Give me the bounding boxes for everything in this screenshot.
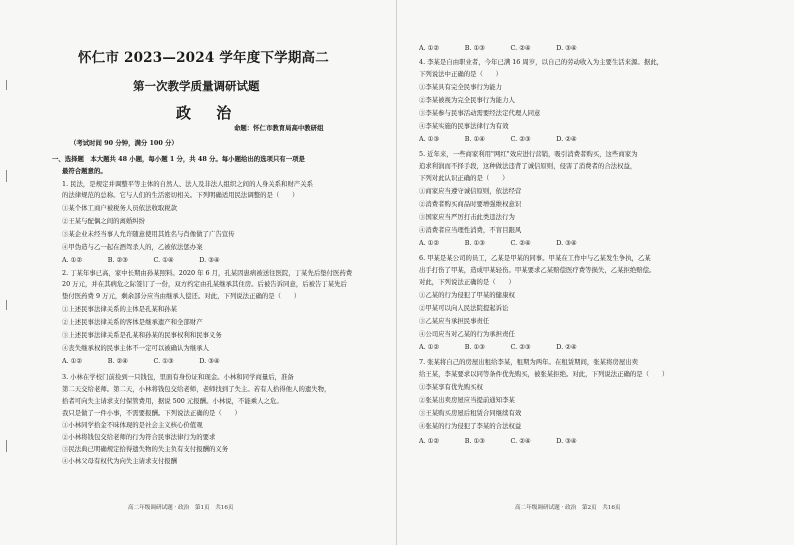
text-line: ①李某具有完全民事行为能力 — [419, 83, 503, 91]
text-line: 3. 小林在学校门前捡到一只钱包，里面有身份证和现金。小林和同学商量后，准备 — [62, 373, 294, 381]
text-line: ①商家应当遵守诚信原则，依法经营 — [419, 187, 522, 195]
text-line: ④李某实施的民事法律行为有效 — [419, 122, 509, 130]
text-line: 的法律规范的总称。它与人们的生活密切相关。下列明确适用民法调整的是（ ） — [62, 191, 299, 199]
text-line: 垫付医药费 9 万元，剩余部分应当由继承人偿还。对此，下列说法正确的是（ ） — [62, 292, 301, 300]
text-line: ①小林同学拾金不昧体现的是社会主义核心价值观 — [62, 421, 203, 429]
text-line: A. ①② B. ①③ C. ②④ D. ③④ — [419, 239, 577, 247]
text-line: ②小林将钱包交给老师的行为符合民事法律行为的要求 — [62, 433, 216, 441]
text-line: 20 万元，并在其病危之际签订了一份，双方约定由孔某继承其住房。后被告诉同意，后被告丁某先后 — [62, 280, 347, 288]
instructions-line-1: 一、选择题 本大题共 48 小题，每小题 1 分，共 48 分。每小题给出的选项只有一项是 — [52, 155, 305, 163]
exam-time-info: （考试时间 90 分钟，满分 100 分） — [70, 139, 178, 147]
text-line: 下列对此认识正确的是（ ） — [419, 174, 509, 182]
text-line: A. ①② B. ①③ C. ②④ D. ③④ — [419, 44, 577, 52]
text-line: ④消费者应当理性消费，不盲目跟风 — [419, 226, 522, 234]
text-line: A. ①② B. ①③ C. ②④ D. ③④ — [419, 437, 577, 445]
text-line: 7. 张某将自己的房屋出租给李某，租期为两年。在租赁期间，张某将房屋出卖 — [419, 358, 639, 366]
text-line: 2. 丁某年事已高，家中长期由孙某照料。2020 年 6 月，孔某因患病被送往医院，丁某先后垫付医药费 — [62, 269, 353, 277]
text-line: ③李某参与民事活动需要经法定代理人同意 — [419, 109, 541, 117]
text-line: ④丧失继承权的民事主体不一定可以被确认为继承人 — [62, 344, 209, 352]
text-line: ③乙某应当承担民事责任 — [419, 317, 490, 325]
text-line: 第二天交给老师。第二天，小林将钱包交给老师，老师找到了失主。若有人拾得他人的遗失物， — [62, 385, 331, 393]
binding-margin — [4, 40, 12, 500]
text-line: 1. 民法，是规定并调整平等主体的自然人、法人及非法人组织之间的人身关系和财产关系 — [62, 180, 313, 188]
text-line: ②上述民事法律关系的客体是继承遗产和全部财产 — [62, 318, 203, 326]
text-line: 拾者可向失主请求支付保管费用，据说 500 元报酬。小林说，不能乘人之危。 — [62, 397, 283, 405]
text-line: ④张某的行为侵犯了李某的合法权益 — [419, 422, 522, 430]
exam-subtitle: 第一次教学质量调研试题 — [133, 79, 260, 93]
text-line: A. ①② B. ②④ C. ①③ D. ③④ — [62, 357, 220, 365]
text-line: ②王某与配偶之间的离婚纠纷 — [62, 217, 146, 225]
page-right — [397, 0, 794, 545]
text-line: 对此，下列说法正确的是（ ） — [419, 278, 515, 286]
text-line: ①乙某的行为侵犯了甲某的健康权 — [419, 291, 515, 299]
text-line: 下列说法中正确的是（ ） — [419, 70, 503, 78]
text-line: 4. 李某是自由职业者，今年已满 16 周岁，以自己的劳动收入为主要生活来源。据此， — [419, 58, 663, 66]
text-line: ②甲某可以向人民法院提起诉讼 — [419, 304, 509, 312]
text-line: ③国家应当严厉打击此类违法行为 — [419, 213, 515, 221]
instructions-line-2: 最符合题意的。 — [62, 167, 107, 175]
exam-title: 怀仁市 2023—2024 学年度下学期高二 — [78, 50, 329, 66]
text-line: 出手打伤了甲某，造成甲某轻伤。甲某要求乙某赔偿医疗费等损失，乙某拒绝赔偿。 — [419, 266, 656, 274]
exam-issuer: 命题：怀仁市教育局高中教研组 — [234, 124, 324, 132]
text-line: ①某个体工商户被税务人员依法收取税款 — [62, 204, 178, 212]
text-line: ②消费者购买商品时要增强维权意识 — [419, 200, 522, 208]
text-line: ③某企业未经当事人允许随意使用其姓名与肖像做了广告宣传 — [62, 230, 235, 238]
text-line: ③民法典已明确规定拾得遗失物的失主负有支付报酬的义务 — [62, 445, 229, 453]
text-line: ④甲伪造与乙一起在酒驾杀人的，乙被依法惩办案 — [62, 243, 203, 251]
text-line: ①上述民事法律关系的主体是孔某和孙某 — [62, 305, 178, 313]
text-line: A. ①③ B. ①④ C. ②③ D. ②④ — [419, 135, 577, 143]
text-line: ①李某享有优先购买权 — [419, 383, 483, 391]
text-line: A. ①② B. ①③ C. ②③ D. ②④ — [419, 343, 577, 351]
text-line: 追求利润而不择手段，这种做法违背了诚信原则，侵害了消费者的合法权益， — [419, 162, 637, 170]
text-line: A. ①② B. ②③ C. ①④ D. ③④ — [62, 256, 220, 264]
text-line: 给王某，李某要求以同等条件优先购买，被张某拒绝。对此，下列说法正确的是（ ） — [419, 370, 669, 378]
text-line: ④小林父母有权代为向失主请求支付报酬 — [62, 457, 178, 465]
text-line: ③王某购买房屋后租赁合同继续有效 — [419, 409, 522, 417]
text-line: 我只是做了一件小事，不需要报酬。下列说法正确的是（ ） — [62, 409, 241, 417]
page-footer-left: 高二年级调研试题 · 政治 第1页 共16页 — [128, 505, 234, 511]
page-footer-right: 高二年级调研试题 · 政治 第2页 共16页 — [515, 505, 621, 511]
exam-subject: 政 治 — [176, 104, 242, 122]
text-line: 6. 甲某是某公司的员工，乙某是甲某的同事。甲某在工作中与乙某发生争执，乙某 — [419, 254, 651, 262]
text-line: ④公司应当对乙某的行为承担责任 — [419, 330, 515, 338]
text-line: ③上述民事法律关系是孔某和孙某的民事权利和民事义务 — [62, 331, 222, 339]
text-line: 5. 近年来，一些商家利用"网红"效应进行营销，吸引消费者购买，这些商家为 — [419, 150, 638, 158]
text-line: ②李某被视为完全民事行为能力人 — [419, 96, 515, 104]
text-line: ②张某出卖房屋应当提前通知李某 — [419, 396, 515, 404]
